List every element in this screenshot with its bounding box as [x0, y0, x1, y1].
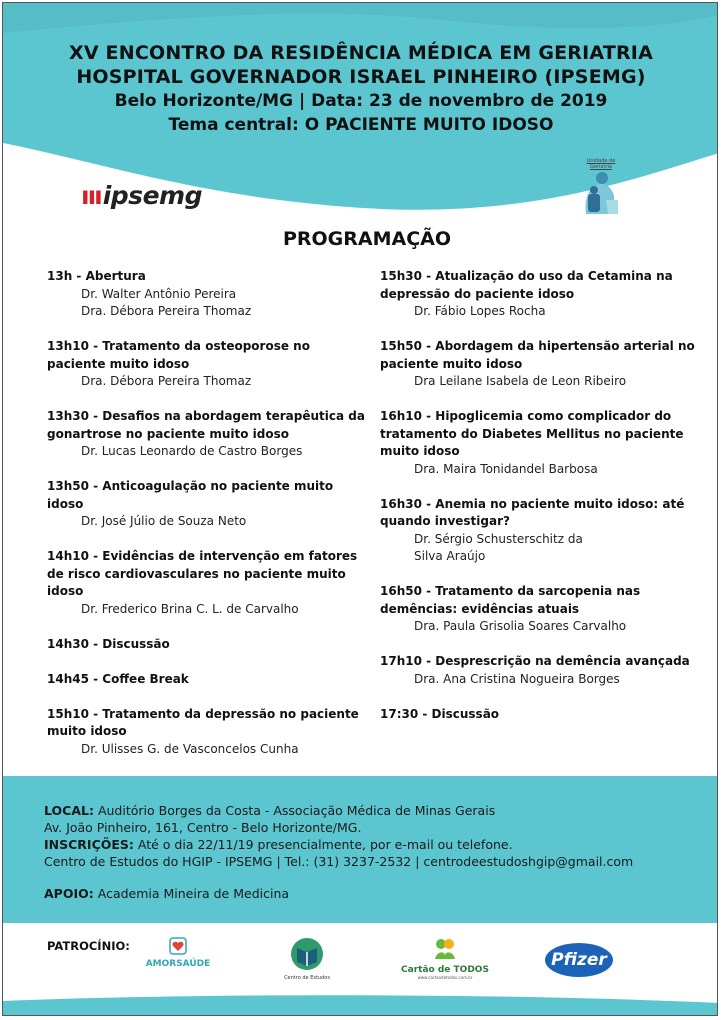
schedule-item — [47, 706, 367, 759]
speaker: Dr. José Júlio de Souza Neto — [81, 514, 247, 528]
pfizer-logo — [543, 941, 615, 979]
sponsors-label: PATROCÍNIO: — [47, 939, 130, 953]
schedule-item — [380, 583, 700, 636]
elderly-care-icon — [578, 170, 624, 216]
speaker: Dra. Ana Cristina Nogueira Borges — [414, 671, 620, 686]
ipsemg-logo-text: ipsemg — [102, 181, 202, 210]
session-title: 17h10 - Desprescrição na demência avançada — [380, 654, 690, 668]
schedule-item — [380, 408, 700, 478]
schedule-item — [380, 496, 700, 566]
session-title: 15h10 - Tratamento da depressão no paciente muito idoso — [47, 706, 359, 738]
location-date: Belo Horizonte/MG | Data: 23 de novembro de 2019 — [114, 91, 608, 111]
schedule-item — [380, 268, 700, 321]
speaker: Dr. Walter Antônio Pereira — [81, 286, 237, 301]
cartao-todos-logo — [401, 937, 489, 980]
session-title: 13h - Abertura — [47, 269, 146, 283]
session-title: 13h10 - Tratamento da osteoporose no paciente muito idoso — [47, 339, 310, 371]
speaker: Dr. Sérgio Schusterschitz da — [414, 531, 583, 546]
schedule-item — [47, 478, 367, 531]
session-title: 16h30 - Anemia no paciente muito idoso: até quando investigar? — [380, 496, 685, 528]
bottom-wave — [3, 993, 718, 1016]
local-label: LOCAL: — [44, 803, 94, 818]
people-icon — [432, 937, 458, 961]
amorsaude-heart-icon — [169, 937, 187, 955]
speaker: Dra Leilane Isabela de Leon Ribeiro — [414, 374, 627, 388]
address: Av. João Pinheiro, 161, Centro - Belo Horizonte/MG. — [44, 820, 362, 835]
schedule-item — [47, 268, 367, 321]
speaker: Silva Araújo — [414, 549, 486, 563]
program-title: PROGRAMAÇÃO — [282, 228, 452, 250]
ipsemg-bars-icon: ııı — [81, 181, 101, 210]
apoio-text: Academia Mineira de Medicina — [97, 886, 290, 901]
cartao-todos-text: Cartão de TODOS — [401, 965, 489, 975]
footer-text — [44, 802, 633, 902]
cartao-todos-url: www.cartaodetodos.com.br — [417, 975, 473, 980]
session-title: 14h10 - Evidências de intervenção em fatores de risco cardiovasculares no paciente muito idoso — [47, 549, 358, 598]
schedule-left-column — [47, 268, 367, 776]
central-theme: Tema central: O PACIENTE MUITO IDOSO — [168, 115, 554, 135]
header — [3, 41, 718, 137]
inscricoes-label: INSCRIÇÕES: — [44, 837, 134, 852]
centro-estudos-text: Centro de Estudos — [284, 975, 330, 981]
speaker: Dra. Paula Grisolia Soares Carvalho — [414, 619, 627, 633]
inscricoes-text: Até o dia 22/11/19 presencialmente, por e-mail ou telefone. — [137, 837, 513, 852]
session-title: 16h10 - Hipoglicemia como complicador do tratamento do Diabetes Mellitus no paciente muito idoso — [380, 409, 684, 458]
event-title: XV ENCONTRO DA RESIDÊNCIA MÉDICA EM GERIATRIA — [68, 42, 653, 64]
ipsemg-logo — [81, 181, 202, 210]
speaker: Dr. Lucas Leonardo de Castro Borges — [81, 444, 303, 458]
session-title: 14h30 - Discussão — [47, 636, 170, 651]
session-title: 17:30 - Discussão — [380, 706, 500, 721]
centro-estudos-logo — [275, 937, 339, 981]
session-title: 13h30 - Desafios na abordagem terapêutica da gonartrose no paciente muito idoso — [47, 409, 365, 441]
session-title: 15h30 - Atualização do uso da Cetamina na depressão do paciente idoso — [380, 269, 673, 301]
session-title: 13h50 - Anticoagulação no paciente muito idoso — [47, 479, 334, 511]
speaker: Dra. Maira Tonidandel Barbosa — [414, 461, 598, 476]
footer-info — [3, 776, 718, 923]
session-title: 15h50 - Abordagem da hipertensão arterial no paciente muito idoso — [380, 339, 695, 371]
pfizer-text: Pfizer — [551, 950, 607, 970]
unidade-geriatria-label: Unidade de Geriatria — [586, 158, 616, 170]
contact-info: Centro de Estudos do HGIP - IPSEMG | Tel.: (31) 3237-2532 | centrodeestudoshgip@gmail.com — [44, 854, 634, 869]
schedule-item — [47, 338, 367, 391]
speaker: Dra. Débora Pereira Thomaz — [81, 304, 252, 318]
session-title: 16h50 - Tratamento da sarcopenia nas demências: evidências atuais — [380, 584, 641, 616]
apoio-label: APOIO: — [44, 886, 94, 901]
sponsors-section — [3, 923, 718, 997]
unidade-geriatria-logo — [575, 158, 627, 220]
schedule-item — [47, 671, 367, 689]
amorsaude-text: AMORSAÚDE — [145, 959, 211, 969]
schedule-item — [380, 706, 700, 724]
local-text: Auditório Borges da Costa - Associação Médica de Minas Gerais — [97, 803, 496, 818]
speaker: Dr. Fábio Lopes Rocha — [414, 304, 546, 318]
speaker: Dr. Ulisses G. de Vasconcelos Cunha — [81, 741, 299, 756]
schedule-item — [380, 338, 700, 391]
session-title: 14h45 - Coffee Break — [47, 671, 189, 686]
book-icon — [290, 937, 324, 971]
speaker: Dr. Frederico Brina C. L. de Carvalho — [81, 601, 299, 616]
footer-spacer — [44, 870, 633, 885]
schedule-right-column — [380, 268, 700, 741]
hospital-title: HOSPITAL GOVERNADOR ISRAEL PINHEIRO (IPSEMG) — [76, 66, 646, 88]
amorsaude-logo — [143, 937, 213, 969]
schedule-item — [380, 653, 700, 688]
schedule-item — [47, 636, 367, 654]
schedule-item — [47, 408, 367, 461]
poster — [2, 2, 718, 1016]
speaker: Dra. Débora Pereira Thomaz — [81, 374, 252, 388]
schedule-item — [47, 548, 367, 618]
